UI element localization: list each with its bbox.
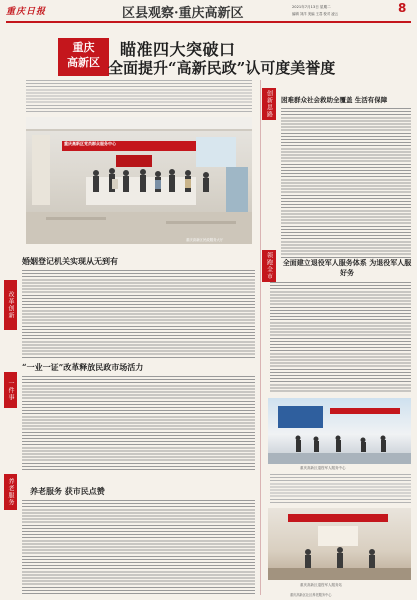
- side-photo-1: [268, 398, 411, 464]
- s3-text: [22, 500, 255, 595]
- date-line: 2021年7月13日 星期二: [292, 5, 331, 9]
- lead-photo-illustration: [26, 117, 252, 244]
- side-sub-text: [270, 282, 411, 392]
- lead-headline-1: 瞄准四大突破口: [120, 40, 236, 59]
- side-photo-2-illustration: [268, 508, 411, 580]
- s2-text: [22, 376, 255, 470]
- side-article-title: 困难群众社会救助全覆盖 生活有保障: [281, 96, 388, 104]
- lead-photo: [26, 117, 252, 244]
- editor-line: 编辑 刘洋 美编 王荔 校对 凌云: [292, 12, 339, 16]
- side-sub-title: [282, 258, 412, 278]
- side-sub-label: 领跑全市: [262, 250, 276, 282]
- s2-label: 一件事: [4, 372, 17, 408]
- page-number: 8: [398, 1, 407, 15]
- lead-intro-text: [26, 80, 252, 114]
- s1-label: 改革创新: [4, 280, 17, 330]
- s3-title: 养老服务 获市民点赞: [30, 486, 105, 496]
- lead-photo-caption: 重庆高新区民政服务大厅: [186, 238, 224, 242]
- s3-label: 养老服务: [4, 474, 17, 510]
- side-photo-2-caption: 重庆高新区退役军人服务站: [300, 583, 342, 587]
- masthead: [0, 0, 417, 22]
- side-sub-title-text: 全面建立退役军人服务体系 为退役军人服好务: [282, 258, 412, 277]
- newspaper-logo: 重庆日报: [6, 7, 47, 17]
- side-photo-2: [268, 508, 411, 580]
- s1-text: [22, 270, 255, 358]
- column-divider: [260, 80, 261, 595]
- section-title: 区县观察·重庆高新区: [122, 6, 244, 21]
- side-photo-1-caption: 重庆高新区退役军人服务中心: [300, 466, 346, 470]
- side-article-text: [281, 108, 411, 258]
- district-label-text: [58, 40, 109, 70]
- masthead-rule: [6, 21, 411, 23]
- side-section-label: 创新思路: [262, 88, 276, 120]
- lead-photo-sign: 重庆高新区党员群众服务中心: [64, 141, 116, 146]
- district-label-line-1: 重庆: [72, 41, 95, 54]
- bottom-caption: 重庆高新区社区养老服务中心: [290, 593, 332, 597]
- district-label-line-2: 高新区: [67, 56, 100, 69]
- side-photo-1-illustration: [268, 398, 411, 464]
- s1-title: 婚姻登记机关实现从无到有: [22, 256, 118, 266]
- lead-headline-2: 全面提升“高新民政”认可度美誉度: [108, 59, 336, 77]
- side-lower-text: [270, 474, 411, 504]
- s2-title: “一业一证”改革释放民政市场活力: [22, 362, 144, 372]
